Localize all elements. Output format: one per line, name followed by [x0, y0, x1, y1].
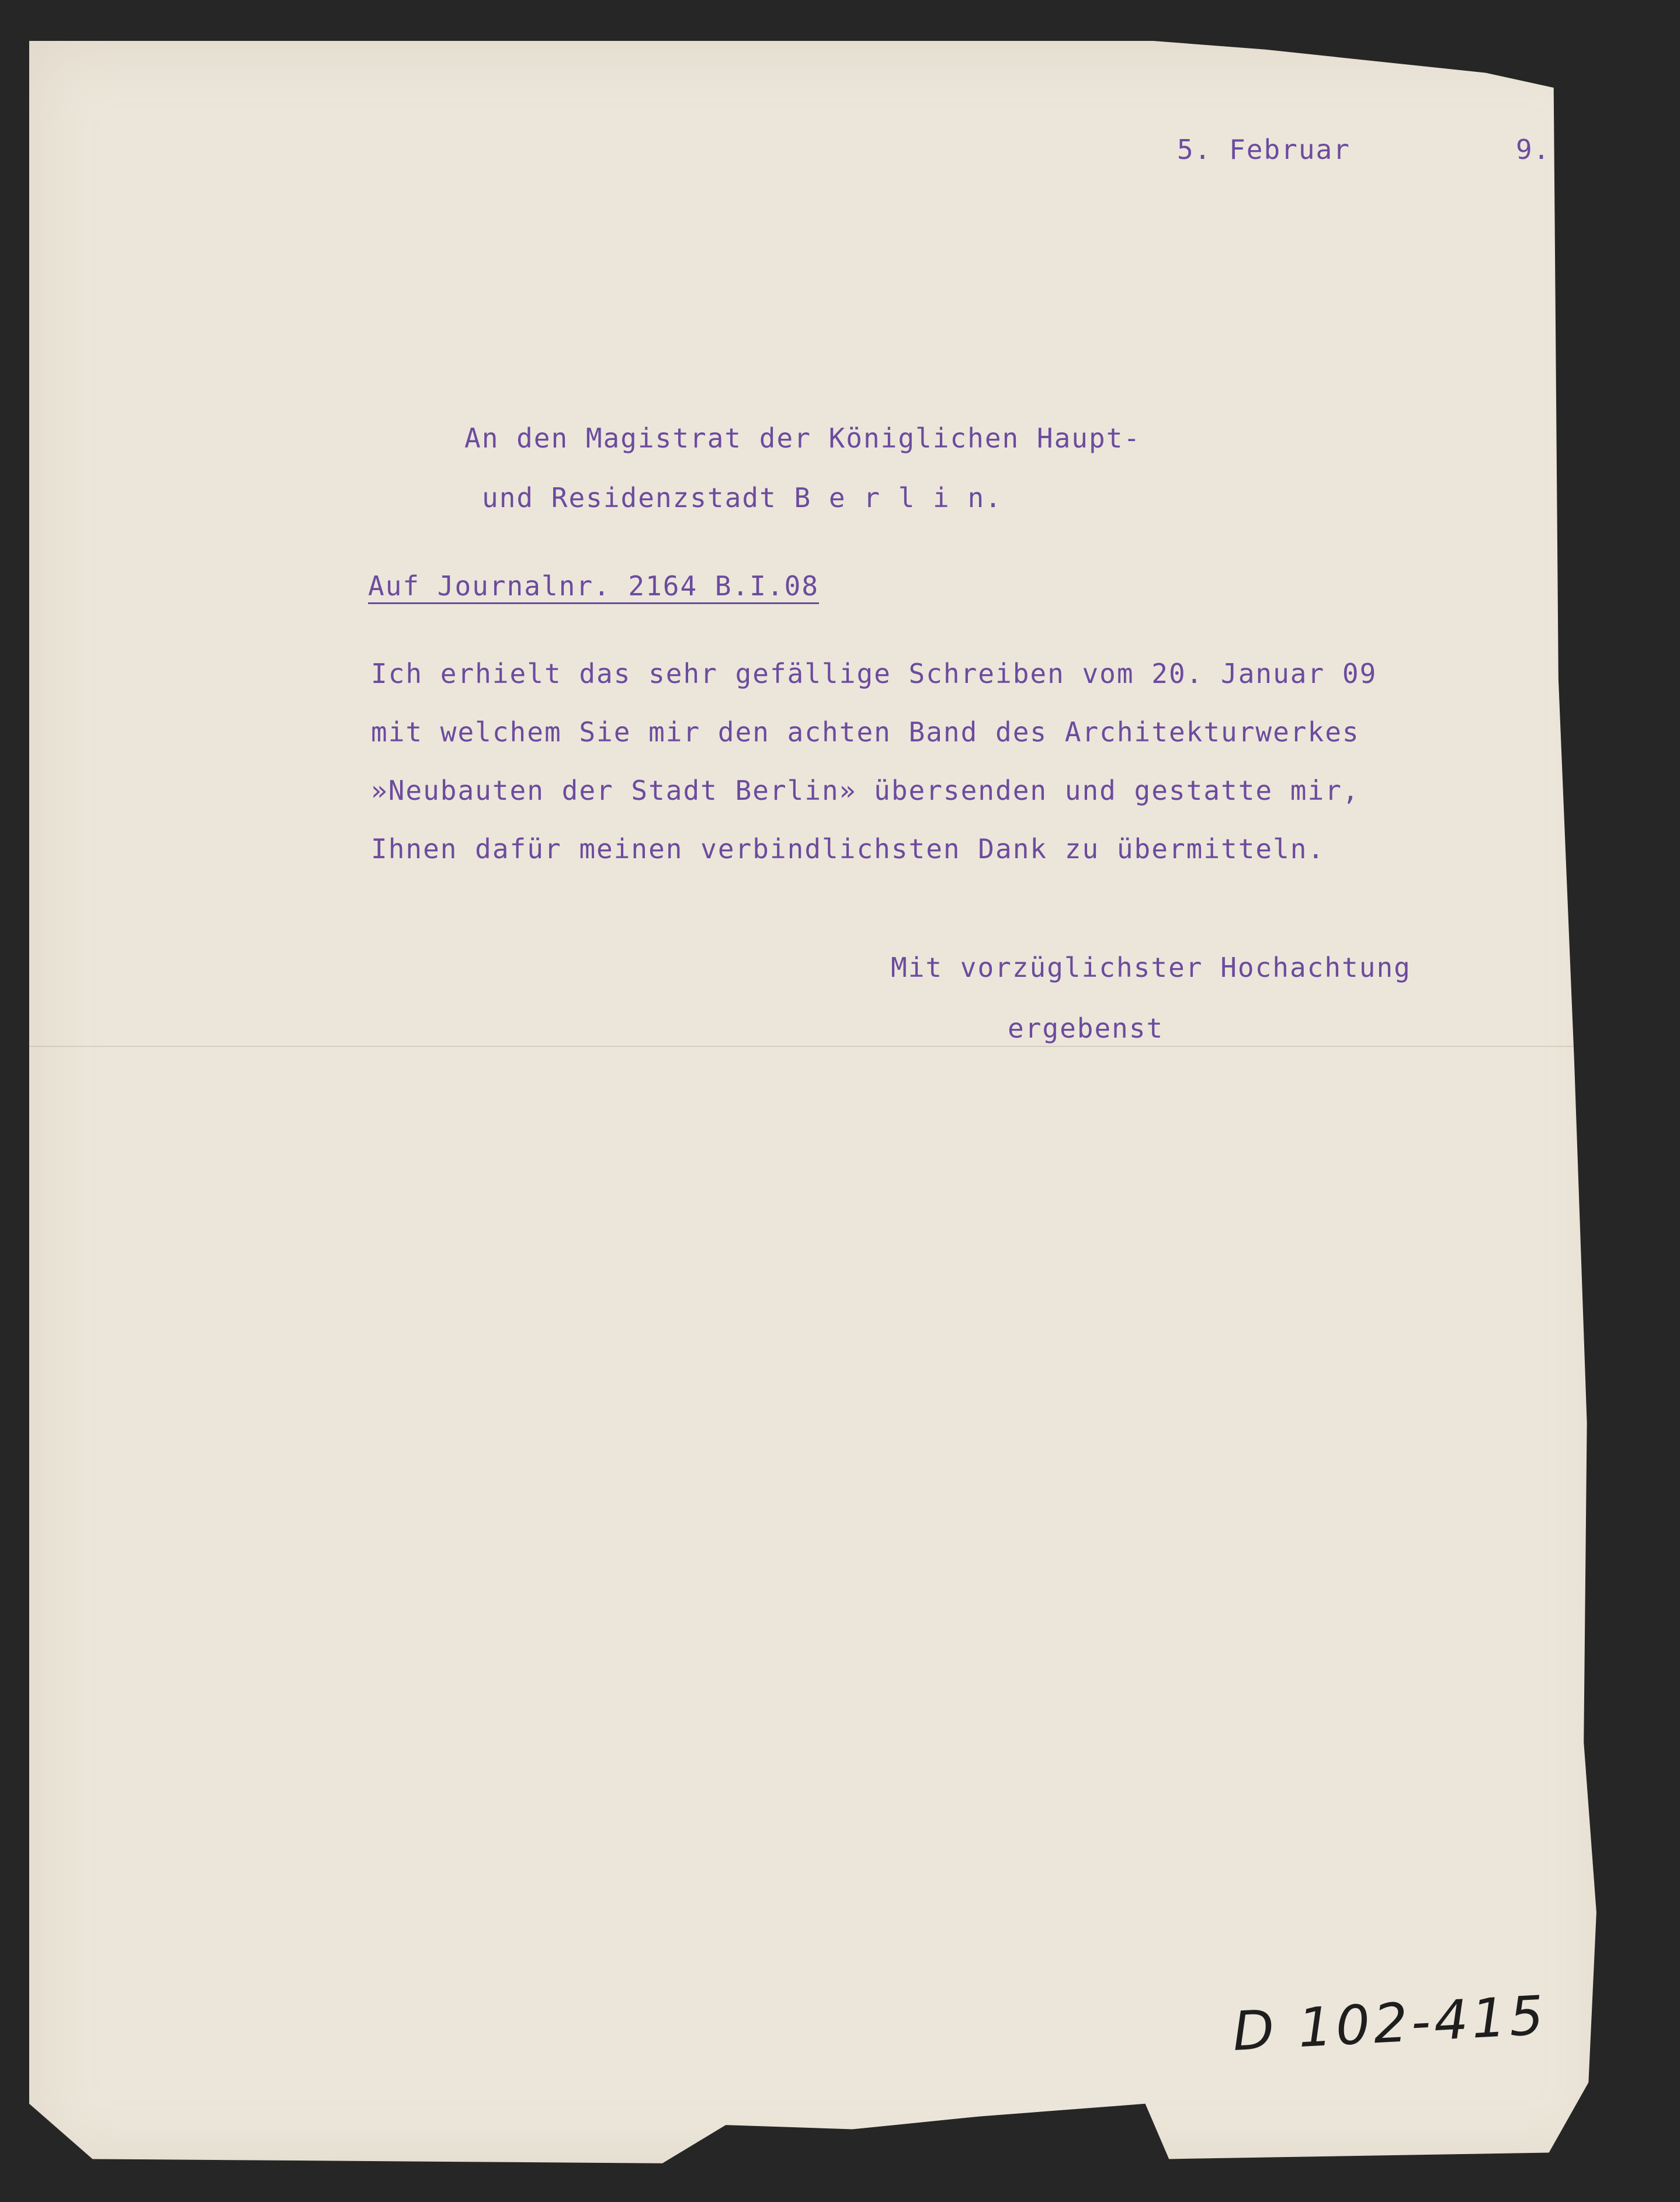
archive-signature-number: D 102-415: [1231, 1983, 1549, 2064]
body-line-2: mit welchem Sie mir den achten Band des Architekturwerkes: [371, 716, 1360, 748]
letter-year: 9.: [1516, 134, 1551, 165]
body-line-3: »Neubauten der Stadt Berlin» übersenden und gestatte mir,: [371, 775, 1360, 806]
reference-number: Auf Journalnr. 2164 B.I.08: [368, 570, 820, 602]
closing-line-2: ergebenst: [1008, 1012, 1164, 1044]
body-line-1: Ich erhielt das sehr gefällige Schreiben vom 20. Januar 09: [371, 658, 1377, 689]
letter-paper: [29, 41, 1612, 2168]
closing-line-1: Mit vorzüglichster Hochachtung: [891, 952, 1411, 983]
paper-fold-line: [29, 1046, 1612, 1047]
recipient-line-2: und Residenzstadt B e r l i n.: [482, 482, 1002, 514]
letter-date: 5. Februar: [1177, 134, 1351, 165]
recipient-line-1: An den Magistrat der Königlichen Haupt-: [464, 422, 1141, 454]
body-line-4: Ihnen dafür meinen verbindlichsten Dank zu übermitteln.: [371, 833, 1325, 865]
